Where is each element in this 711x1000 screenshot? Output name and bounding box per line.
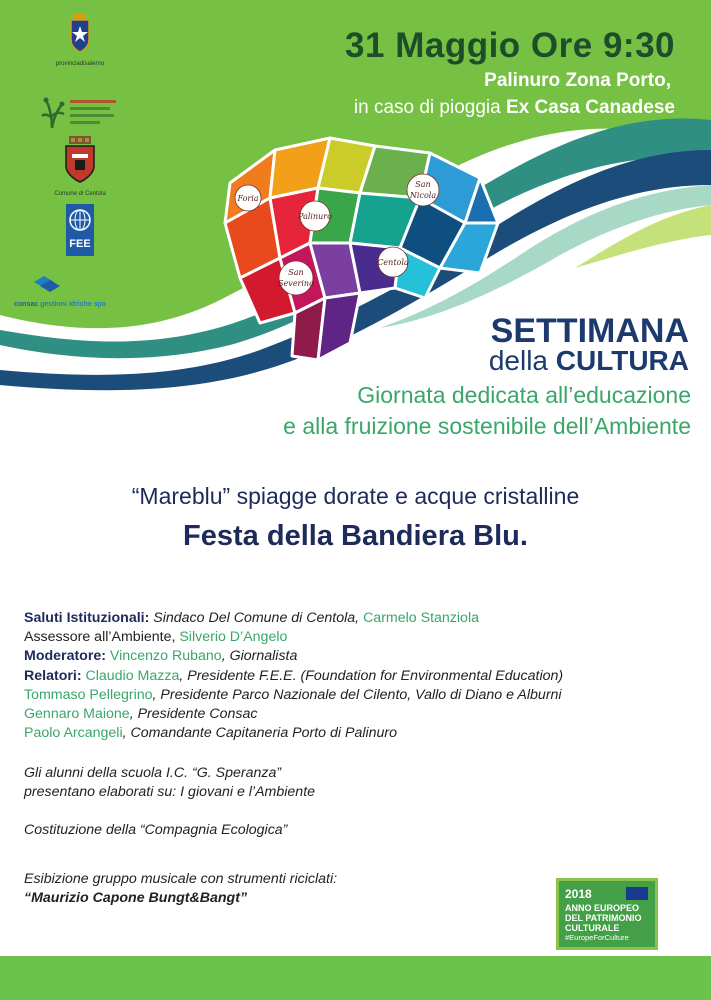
event-place: Palinuro Zona Porto, <box>484 70 671 91</box>
eu-flag-icon <box>626 887 648 900</box>
provincia-logo <box>10 14 150 67</box>
program-line: Gennaro Maione, Presidente Consac <box>24 706 258 723</box>
eu-badge-hashtag: #EuropeForCulture <box>565 933 629 942</box>
eu-badge-line-1: ANNO EUROPEO <box>565 903 640 913</box>
centola-logo <box>10 136 150 197</box>
parco-plant-icon <box>40 96 120 130</box>
provincia-caption: provinciadisalerno <box>55 61 105 67</box>
eu-badge-line-3: CULTURALE <box>565 923 620 933</box>
event-date-time: 31 Maggio Ore 9:30 <box>345 26 675 65</box>
consac-logo <box>4 276 154 308</box>
fee-logo <box>10 204 150 261</box>
students-note: Gli alunni della scuola I.C. “G. Speranza” presentano elaborati su: I giovani e l’Ambiente <box>24 765 316 800</box>
program-line: Paolo Arcangeli, Comandante Capitaneria Porto di Palinuro <box>24 725 398 742</box>
event-title: Festa della Bandiera Blu. <box>183 520 528 552</box>
fee-globe-icon <box>66 204 94 256</box>
fee-text: FEE <box>69 238 91 250</box>
bottom-green-band <box>0 956 711 1000</box>
brain-label-san-severino-1: San <box>288 268 304 277</box>
brain-illustration <box>200 128 500 368</box>
music-note: Esibizione gruppo musicale con strumenti riciclati: “Maurizio Capone Bungt&Bangt” <box>24 871 338 906</box>
program-line: Assessore all’Ambiente, Silverio D’Angelo <box>24 629 288 646</box>
brain-label-san-severino-2: Severino <box>278 279 314 288</box>
centola-crest-icon <box>63 136 97 184</box>
program-line: Tommaso Pellegrino, Presidente Parco Nazionale del Cilento, Vallo di Diano e Alburni <box>24 686 562 703</box>
provincia-crest-icon <box>69 14 91 54</box>
centola-caption: Comune di Centola <box>54 191 106 197</box>
subtitle-line-2: e alla fruizione sostenibile dell’Ambiente <box>283 413 691 439</box>
eu-badge-year: 2018 <box>565 887 592 901</box>
program-list <box>24 609 704 743</box>
event-tagline: “Mareblu” spiagge dorate e acque cristalline <box>131 483 580 509</box>
rain-venue-line: in caso di pioggia Ex Casa Canadese <box>353 97 675 118</box>
brain-label-san-nicola-2: Nicola <box>409 191 437 200</box>
subtitle-line-1: Giornata dedicata all’educazione <box>357 382 691 408</box>
brain-label-palinuro: Palinuro <box>298 212 332 221</box>
program-line: Moderatore: Vincenzo Rubano, Giornalista <box>24 648 298 665</box>
program-line: Saluti Istituzionali: Sindaco Del Comune di Centola, Carmelo Stanziola <box>24 610 479 626</box>
brain-label-centola: Centola <box>377 258 409 267</box>
consac-caption: consac gestioni idriche spa <box>14 301 106 308</box>
consac-wave-icon <box>34 276 64 294</box>
eu-heritage-badge <box>556 878 658 950</box>
eu-badge-line-2: DEL PATRIMONIO <box>565 913 642 923</box>
program-line: Relatori: Claudio Mazza, Presidente F.E.E. (Foundation for Environmental Education) <box>24 667 564 684</box>
eco-company-note: Costituzione della “Compagnia Ecologica” <box>24 822 288 838</box>
title-della-cultura: della CULTURA <box>488 345 689 376</box>
brain-label-san-nicola-1: San <box>415 180 431 189</box>
title-settimana: SETTIMANA <box>490 312 689 350</box>
parco-logo <box>10 96 150 135</box>
brain-label-foria: Foria <box>237 194 259 203</box>
